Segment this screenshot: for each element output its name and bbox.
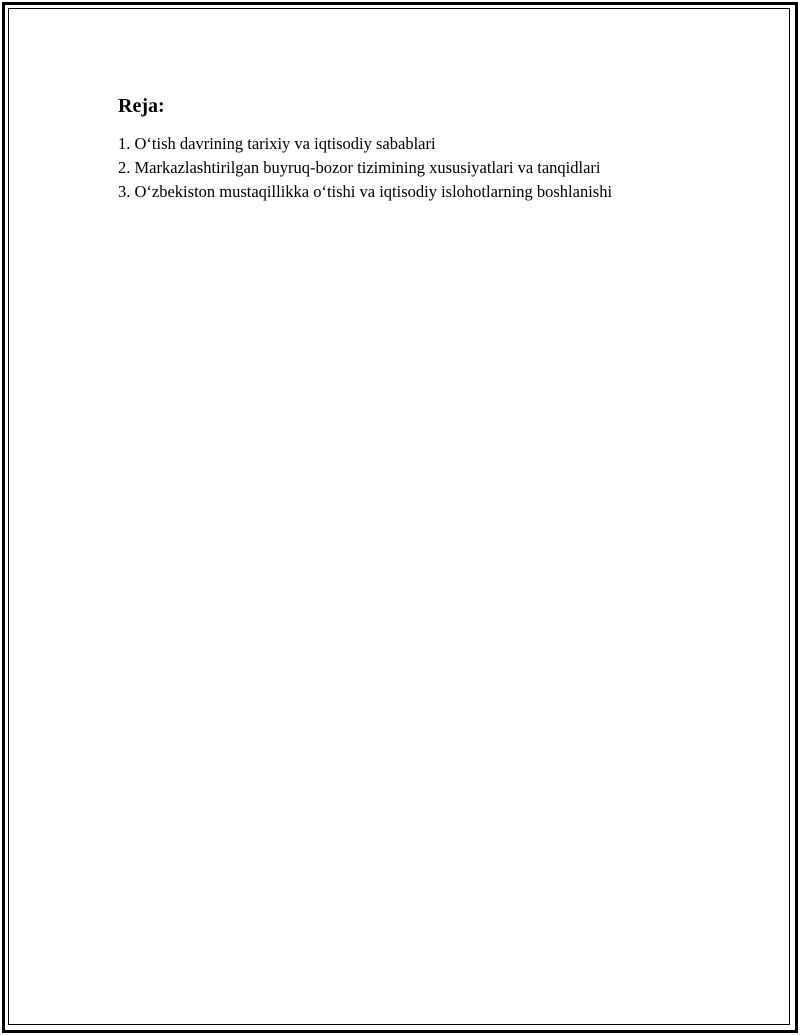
plan-item-2: 2. Markazlashtirilgan buyruq-bozor tizimining xususiyatlari va tanqidlari xyxy=(118,158,601,177)
plan-heading: Reja: xyxy=(118,95,165,117)
document-body xyxy=(118,94,738,204)
plan-list xyxy=(118,132,738,204)
plan-item-3: 3. O‘zbekiston mustaqillikka o‘tishi va iqtisodiy islohotlarning boshlanishi xyxy=(118,182,613,201)
plan-item-1: 1. O‘tish davrining tarixiy va iqtisodiy sabablari xyxy=(118,134,436,153)
